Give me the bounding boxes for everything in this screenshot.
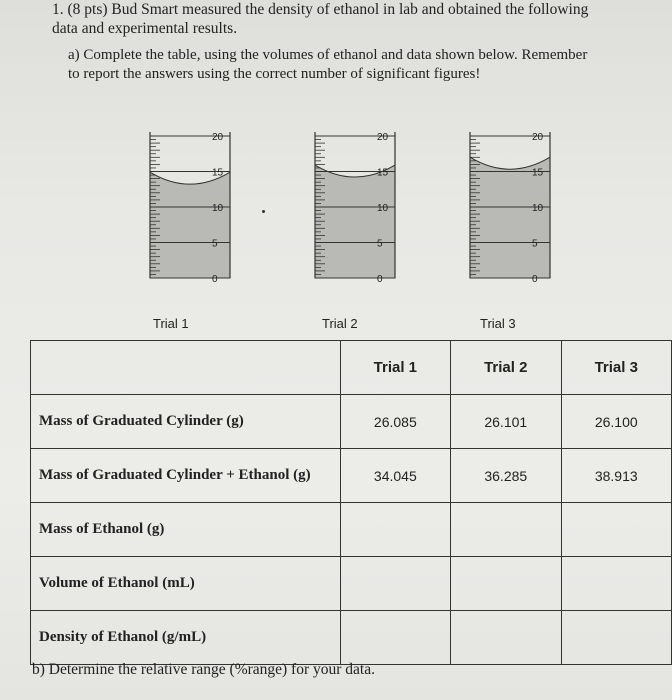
- ink-dot: [262, 210, 265, 213]
- answer-cell[interactable]: [561, 503, 672, 557]
- answer-cell[interactable]: [340, 503, 450, 557]
- cylinder-label-trial-3: Trial 3: [480, 316, 516, 331]
- problem-line-1: 1. (8 pts) Bud Smart measured the density of ethanol in lab and obtained the following: [52, 1, 589, 18]
- part-a-line-2: to report the answers using the correct number of significant figures!: [68, 66, 481, 82]
- answer-cell[interactable]: [561, 611, 672, 665]
- table-row: [31, 449, 672, 503]
- tick-label: 5: [377, 238, 383, 250]
- tick-label: 0: [532, 274, 538, 285]
- graduated-cylinders: [0, 118, 672, 338]
- table-cell: 36.285: [451, 449, 561, 503]
- answer-cell[interactable]: [451, 503, 561, 557]
- part-a-instructions: [68, 46, 587, 84]
- table-header-trial-2: Trial 2: [451, 341, 561, 395]
- cylinder-label-trial-1: Trial 1: [153, 316, 189, 331]
- answer-cell[interactable]: [561, 557, 672, 611]
- row-label: Mass of Graduated Cylinder + Ethanol (g): [31, 449, 341, 503]
- row-label: Mass of Graduated Cylinder (g): [31, 395, 341, 449]
- table-row: [31, 557, 672, 611]
- tick-label: 15: [377, 167, 389, 179]
- row-label: Mass of Ethanol (g): [31, 503, 341, 557]
- tick-label: 15: [532, 167, 544, 179]
- ethanol-liquid: [315, 165, 395, 278]
- tick-label: 5: [532, 238, 538, 250]
- tick-label: 5: [212, 238, 218, 250]
- part-b-question: b) Determine the relative range (%range) for your data.: [32, 661, 375, 678]
- table-row: [31, 611, 672, 665]
- tick-label: 15: [212, 167, 224, 179]
- table-row: [31, 503, 672, 557]
- row-label: Density of Ethanol (g/mL): [31, 611, 341, 665]
- table-cell: 38.913: [561, 449, 672, 503]
- tick-label: 10: [532, 203, 544, 214]
- table-cell: 26.101: [451, 395, 561, 449]
- graduated-cylinder-trial-1: [140, 128, 260, 288]
- graduated-cylinder-trial-3: [460, 128, 580, 288]
- table-cell: 26.085: [340, 395, 450, 449]
- table-header-row: [31, 341, 672, 395]
- results-table: [30, 340, 672, 665]
- answer-cell[interactable]: [340, 557, 450, 611]
- problem-line-2: data and experimental results.: [52, 20, 238, 37]
- table-header-trial-1: Trial 1: [340, 341, 450, 395]
- row-label: Volume of Ethanol (mL): [31, 557, 341, 611]
- table-row: [31, 395, 672, 449]
- answer-cell[interactable]: [451, 557, 561, 611]
- table-cell: 34.045: [340, 449, 450, 503]
- answer-cell[interactable]: [340, 611, 450, 665]
- graduated-cylinder-trial-2: [305, 128, 425, 288]
- problem-statement: [52, 0, 652, 38]
- table-header-cell-empty: [31, 341, 341, 395]
- tick-label: 0: [377, 274, 383, 285]
- table-header-trial-3: Trial 3: [561, 341, 672, 395]
- ethanol-liquid: [150, 172, 230, 278]
- tick-label: 20: [377, 132, 389, 143]
- tick-label: 10: [212, 203, 224, 214]
- tick-label: 20: [212, 132, 224, 143]
- part-a-line-1: a) Complete the table, using the volumes of ethanol and data shown below. Remember: [68, 47, 588, 63]
- cylinder-label-trial-2: Trial 2: [322, 316, 358, 331]
- tick-label: 0: [212, 274, 218, 285]
- tick-label: 10: [377, 203, 389, 214]
- tick-label: 20: [532, 132, 544, 143]
- answer-cell[interactable]: [451, 611, 561, 665]
- table-cell: 26.100: [561, 395, 672, 449]
